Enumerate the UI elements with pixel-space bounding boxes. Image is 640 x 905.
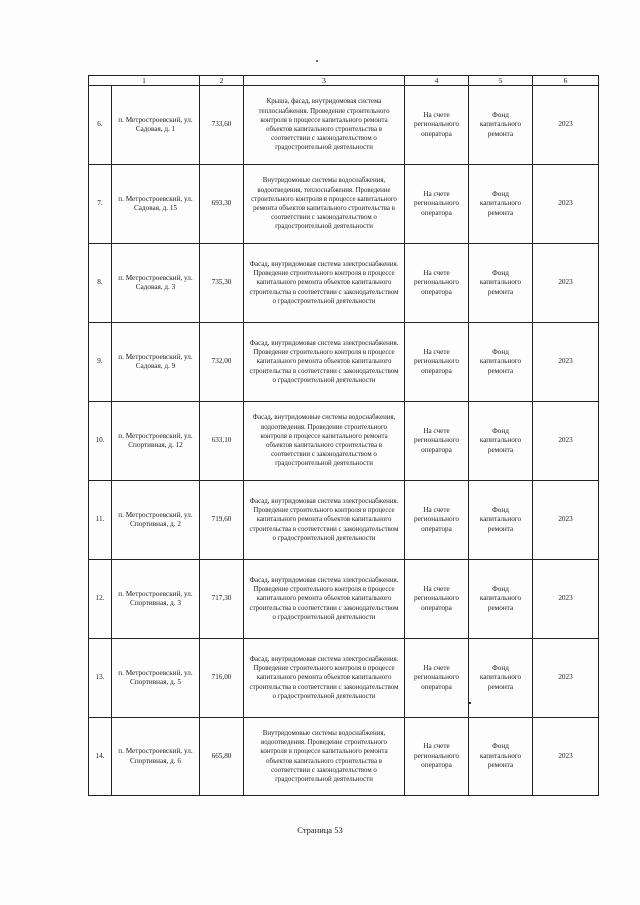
- works-description-cell: Фасад, внутридомовая система электроснабжения. Проведение строительного контроля в процессе капитального ремонта объектов капитального строительства в соответствии с законодательством о градостроительной деятельности: [244, 639, 405, 718]
- table-row: [89, 718, 599, 796]
- page-number: Страница 53: [297, 825, 343, 835]
- funding-source-cell: На счете регионального оператора: [405, 244, 469, 323]
- row-number-cell: 13.: [89, 639, 112, 718]
- works-description-cell: Фасад, внутридомовая система электроснабжения. Проведение строительного контроля в процессе капитального ремонта объектов капитального строительства в соответствии с законодательством о градостроительной деятельности: [244, 560, 405, 639]
- table-row: [89, 639, 599, 718]
- fund-cell: Фонд капитального ремонта: [469, 639, 533, 718]
- address-cell: п. Метростроевский, ул. Спортивная, д. 3: [112, 560, 200, 639]
- year-cell: 2023: [533, 639, 599, 718]
- area-cell: 665,80: [200, 718, 244, 796]
- header-cell-5: 5: [469, 76, 533, 86]
- header-cell-6: 6: [533, 76, 599, 86]
- year-cell: 2023: [533, 402, 599, 481]
- table-row: [89, 244, 599, 323]
- area-cell: 717,30: [200, 560, 244, 639]
- year-cell: 2023: [533, 165, 599, 244]
- header-cell-1: 1: [89, 76, 200, 86]
- works-description-cell: Фасад, внутридомовая система электроснабжения. Проведение строительного контроля в процессе капитального ремонта объектов капитального строительства в соответствии с законодательством о градостроительной деятельности: [244, 481, 405, 560]
- scan-speck: [316, 60, 318, 62]
- header-cell-3: 3: [244, 76, 405, 86]
- row-number-cell: 8.: [89, 244, 112, 323]
- table-row: [89, 402, 599, 481]
- header-cell-2: 2: [200, 76, 244, 86]
- funding-source-cell: На счете регионального оператора: [405, 323, 469, 402]
- area-cell: 633,10: [200, 402, 244, 481]
- table-row: [89, 481, 599, 560]
- year-cell: 2023: [533, 323, 599, 402]
- works-description-cell: Фасад, внутридомовая система электроснабжения. Проведение строительного контроля в процессе капитального ремонта объектов капитального строительства в соответствии с законодательством о градостроительной деятельности: [244, 323, 405, 402]
- row-number-cell: 14.: [89, 718, 112, 796]
- area-cell: 735,30: [200, 244, 244, 323]
- area-cell: 733,60: [200, 86, 244, 165]
- fund-cell: Фонд капитального ремонта: [469, 718, 533, 796]
- address-cell: п. Метростроевский, ул. Спортивная, д. 2: [112, 481, 200, 560]
- table-header-row: [89, 76, 599, 86]
- funding-source-cell: На счете регионального оператора: [405, 639, 469, 718]
- funding-source-cell: На счете регионального оператора: [405, 560, 469, 639]
- row-number-cell: 10.: [89, 402, 112, 481]
- funding-source-cell: На счете регионального оператора: [405, 165, 469, 244]
- address-cell: п. Метростроевский, ул. Садовая, д. 1: [112, 86, 200, 165]
- capital-repair-table: [88, 75, 599, 796]
- address-cell: п. Метростроевский, ул. Садовая, д. 15: [112, 165, 200, 244]
- area-cell: 732,00: [200, 323, 244, 402]
- table-row: [89, 323, 599, 402]
- address-cell: п. Метростроевский, ул. Спортивная, д. 12: [112, 402, 200, 481]
- fund-cell: Фонд капитального ремонта: [469, 323, 533, 402]
- works-description-cell: Внутридомовые системы водоснабжения, водоотведения. Проведение строительного контроля в процессе капитального ремонта объектов капитального строительства в соответствии с законодательством о градостроительной деятельности: [244, 718, 405, 796]
- fund-cell: Фонд капитального ремонта: [469, 560, 533, 639]
- address-cell: п. Метростроевский, ул. Садовая, д. 9: [112, 323, 200, 402]
- row-number-cell: 12.: [89, 560, 112, 639]
- year-cell: 2023: [533, 481, 599, 560]
- works-description-cell: Фасад, внутридомовая система электроснабжения. Проведение строительного контроля в процессе капитального ремонта объектов капитального строительства в соответствии с законодательством о градостроительной деятельности: [244, 244, 405, 323]
- fund-cell: Фонд капитального ремонта: [469, 86, 533, 165]
- address-cell: п. Метростроевский, ул. Садовая, д. 3: [112, 244, 200, 323]
- row-number-cell: 7.: [89, 165, 112, 244]
- funding-source-cell: На счете регионального оператора: [405, 402, 469, 481]
- row-number-cell: 9.: [89, 323, 112, 402]
- funding-source-cell: На счете регионального оператора: [405, 481, 469, 560]
- row-number-cell: 6.: [89, 86, 112, 165]
- table-row: [89, 560, 599, 639]
- year-cell: 2023: [533, 244, 599, 323]
- area-cell: 693,30: [200, 165, 244, 244]
- address-cell: п. Метростроевский, ул. Спортивная, д. 5: [112, 639, 200, 718]
- works-description-cell: Фасад, внутридомовые системы водоснабжения, водоотведения. Проведение строительного контроля в процессе капитального ремонта объектов капитального строительства в соответствии с законодательством о градостроительной деятельности: [244, 402, 405, 481]
- table-row: [89, 165, 599, 244]
- year-cell: 2023: [533, 560, 599, 639]
- year-cell: 2023: [533, 86, 599, 165]
- header-cell-4: 4: [405, 76, 469, 86]
- address-cell: п. Метростроевский, ул. Спортивная, д. 6: [112, 718, 200, 796]
- scan-speck: [469, 702, 471, 704]
- table-row: [89, 86, 599, 165]
- fund-cell: Фонд капитального ремонта: [469, 481, 533, 560]
- works-description-cell: Внутридомовые системы водоснабжения, водоотведения, теплоснабжения. Проведение строительного контроля в процессе капитального ремонта объектов капитального строительства в соответствии с законодательством о градостроительной деятельности: [244, 165, 405, 244]
- row-number-cell: 11.: [89, 481, 112, 560]
- works-description-cell: Крыша, фасад, внутридомовая система теплоснабжения. Проведение строительного контроля в процессе капитального ремонта объектов капитального строительства в соответствии с законодательством о градостроительной деятельности: [244, 86, 405, 165]
- area-cell: 719,60: [200, 481, 244, 560]
- fund-cell: Фонд капитального ремонта: [469, 402, 533, 481]
- funding-source-cell: На счете регионального оператора: [405, 86, 469, 165]
- area-cell: 716,00: [200, 639, 244, 718]
- fund-cell: Фонд капитального ремонта: [469, 244, 533, 323]
- funding-source-cell: На счете регионального оператора: [405, 718, 469, 796]
- fund-cell: Фонд капитального ремонта: [469, 165, 533, 244]
- year-cell: 2023: [533, 718, 599, 796]
